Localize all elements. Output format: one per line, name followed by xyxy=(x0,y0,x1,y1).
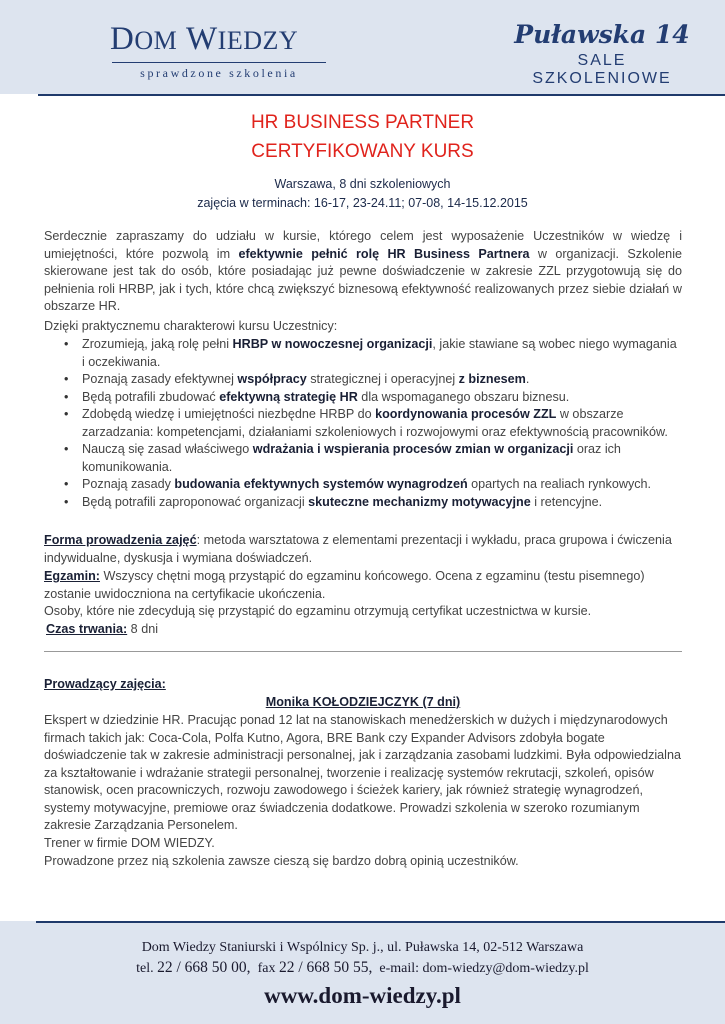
footer-rule xyxy=(36,921,725,923)
trainer-reputation: Prowadzone przez nią szkolenia zawsze cieszą się bardzo dobrą opinią uczestników. xyxy=(44,854,519,868)
course-dates: zajęcia w terminach: 16-17, 23-24.11; 07-08, 14-15.12.2015 xyxy=(197,196,528,210)
benefits-intro: Dzięki praktycznemu charakterowi kursu Uczestnicy: xyxy=(44,319,338,333)
list-item: • Będą potrafili zbudować efektywną strategię HR dla wspomaganego obszaru biznesu. xyxy=(82,389,682,407)
logo-wordmark: DOM WIEDZY xyxy=(110,21,299,57)
logo-rule xyxy=(112,62,326,63)
list-item: • Zrozumieją, jaką rolę pełni HRBP w nowoczesnej organizacji, jakie stawiane są wobec niego wymagania i oczekiwania. xyxy=(82,336,682,371)
course-title: HR BUSINESS PARTNER xyxy=(250,112,475,133)
logo-tagline: sprawdzone szkolenia xyxy=(140,66,298,80)
exam-info: Egzamin: Wszyscy chętni mogą przystąpić do egzaminu końcowego. Ocena z egzaminu (testu pisemnego) zostanie uwidoczniona na certyfikacie ukończenia. xyxy=(44,569,645,601)
section-divider xyxy=(44,651,682,652)
intro-paragraph: Serdecznie zapraszamy do udziału w kursie, którego celem jest wyposażenie Uczestników w wiedzę i umiejętności, które pozwolą im efektywnie pełnić rolę HR Business Partnera w organizacji. Szkolenie skierowane jest tak do osób, które posiadając już pewne doświadczenie w zakresie ZZL przygotowują się do pełnienia roli HRBP, jak i tych, które chcą zwiększyć biznesową efektywność realizowanych przez siebie działań w obszarze HR. xyxy=(44,229,682,313)
certificate-info: Osoby, które nie zdecydują się przystąpić do egzaminu otrzymują certyfikat uczestnictwa w kursie. xyxy=(44,604,592,618)
contact-line: tel. 22 / 668 50 00, fax 22 / 668 50 55, e-mail: dom-wiedzy@dom-wiedzy.pl xyxy=(136,959,589,976)
header-rule xyxy=(38,94,725,96)
list-item: • Zdobędą wiedzę i umiejętności niezbędne HRBP do koordynowania procesów ZZL w obszarze zarzadzania: kompetencjami, działaniami szkoleniowych i rozwojowymi oraz efektywnością pracowników. xyxy=(82,406,682,441)
pulawska-brand xyxy=(507,20,697,88)
trainer-bio: Ekspert w dziedzinie HR. Pracując ponad 12 lat na stanowiskach menedżerskich w dużych i międzynarodowych firmach takich jak: Coca-Cola, Polfa Kutno, Agora, BRE Bank czy Expander Advisors zdobyła bogate doświadczenie tak w zakresie administracji personalnej, jak i zarządzania zasobami ludzkimi. Była odpowiedzialna za kształtowanie i wdrażanie strategii personalnej, tworzenie i realizację systemów rekrutacji, szkoleń, opisów stanowisk, ocen pracowniczych, rozwoju zawodowego i ścieżek kariery, jak również strategię wynagrodzeń, systemy motywacyjne, premiowe oraz świadczenia dodatkowe. Prowadzi szkolenia w szeroko rozumianym zakresie Zarządzania Personelem. xyxy=(44,713,681,832)
website-link[interactable]: www.dom-wiedzy.pl xyxy=(264,983,461,1008)
course-subtitle: CERTYFIKOWANY KURS xyxy=(251,141,474,162)
course-location: Warszawa, 8 dni szkoleniowych xyxy=(274,177,451,191)
dom-wiedzy-logo xyxy=(110,20,328,80)
course-form: Forma prowadzenia zajęć: metoda warsztatowa z elementami prezentacji i wykładu, praca grupowa i ćwiczenia indywidualne, dyskusja i wymiana doświadczeń. xyxy=(44,533,672,565)
list-item: • Poznają zasady budowania efektywnych systemów wynagrodzeń opartych na realiach rynkowych. xyxy=(82,476,682,494)
list-item: • Nauczą się zasad właściwego wdrażania i wspierania procesów zmian w organizacji oraz ich komunikowania. xyxy=(82,441,682,476)
trainer-affiliation: Trener w firmie DOM WIEDZY. xyxy=(44,836,215,850)
list-item: • Będą potrafili zaproponować organizacji skuteczne mechanizmy motywacyjne i retencyjne. xyxy=(82,494,682,512)
brand-subtitle: SALE SZKOLENIOWE xyxy=(532,52,672,87)
email-link[interactable]: e-mail: dom-wiedzy@dom-wiedzy.pl xyxy=(379,961,589,976)
trainer-section-label: Prowadzący zajęcia: xyxy=(44,677,166,691)
list-item: • Poznają zasady efektywnej współpracy strategicznej i operacyjnej z biznesem. xyxy=(82,371,682,389)
duration-info: Czas trwania: 8 dni xyxy=(46,622,158,636)
brand-title: Puławska 14 xyxy=(514,20,690,49)
benefits-list xyxy=(44,336,682,511)
trainer-name: Monika KOŁODZIEJCZYK (7 dni) xyxy=(265,695,461,709)
company-address: Dom Wiedzy Staniurski i Wspólnicy Sp. j., ul. Puławska 14, 02-512 Warszawa xyxy=(141,940,584,955)
